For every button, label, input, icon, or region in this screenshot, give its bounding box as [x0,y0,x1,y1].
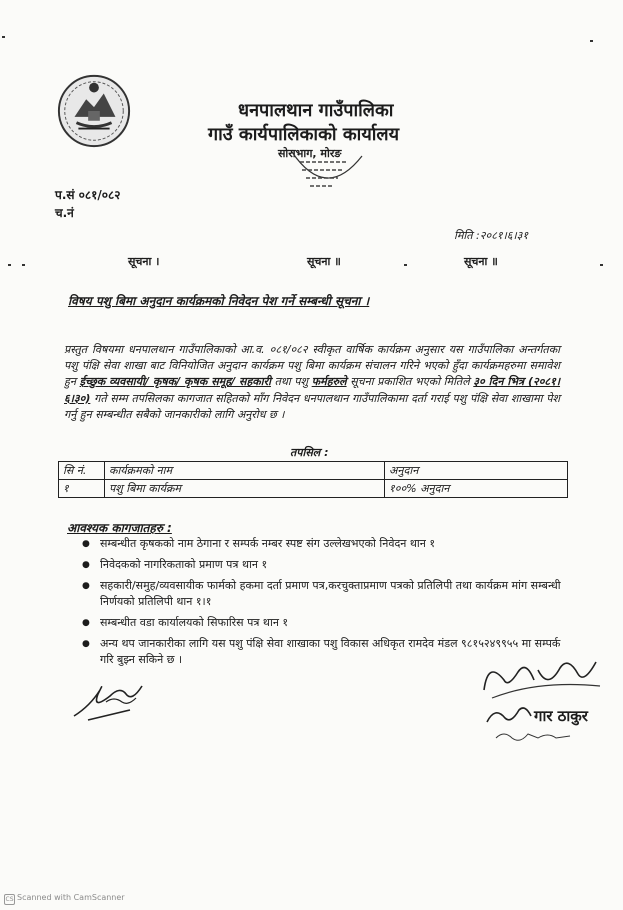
list-item: ● सम्बन्धीत कृषकको नाम ठेगाना र सम्पर्क नम्बर स्पष्ट संग उल्लेखभएको निवेदन थान १ [82,536,562,552]
table-cell: १ [59,480,105,498]
program-table [58,461,568,498]
signature-scribble-icon [494,728,574,744]
table-cell: १००% अनुदान [385,480,568,498]
reference-number: प.सं ०८१/०८२ [55,188,121,202]
list-item: ● अन्य थप जानकारीका लागि यस पशु पंक्षि सेवा शाखाका पशु विकास अधिकृत रामदेव मंडल ९८१५२४९९५५ मा सम्पर्क गरि बुझ्न सकिने छ । [82,636,562,668]
body-text-part: सूचना प्रकाशित भएको मितिले [350,375,470,389]
table-cell: पशु बिमा कार्यक्रम [105,480,385,498]
list-item: ● सहकारी/समुह/व्यवसायीक फार्मको हकमा दर्ता प्रमाण पत्र,करचुक्ताप्रमाण पत्रको प्रतिलिपी तथा कार्यक्रम मांग सम्बन्धी निर्णयको प्रतिलिपी थान १।१ [82,578,562,610]
list-item: ● निवेदकको नागरिकताको प्रमाण पत्र थान १ [82,557,562,573]
notice-label: सूचना ॥ [307,255,341,268]
scanner-text: Scanned with CamScanner [17,893,125,902]
letter-date: मिति :२०८१।६।३१ [454,229,529,242]
office-title: धनपालथान गाउँपालिका [238,100,394,121]
body-highlight: ३० दिन भित्र (२०८१।६।३०) [64,375,561,405]
office-stamp-icon [286,142,366,194]
body-highlight: ईच्छुक व्यवसायी/ कृषक/ कृषक समूह/ सहकारी [79,375,271,389]
requirements-heading: आवश्यक कागजातहरु : [67,521,172,535]
signatory-stamp-icon [483,702,533,726]
government-emblem-icon [55,72,133,150]
subject-line: विषय पशु बिमा अनुदान कार्यक्रमको निवेदन पेश गर्ने सम्बन्धी सूचना । [68,294,370,308]
body-text-part: गते सम्म तपसिलका कागजात सहितको माँग निवेदन धनपालथान गाउँपालिकामा दर्ता गराई पशु पंक्षि सेवा शाखामा पेश गर्नु हुन सम्बन्धीत सबैको जानकारीको लागि अनुरोध छ । [64,391,561,421]
signature-left-icon [70,676,160,722]
signatory-name: गार ठाकुर [534,707,588,725]
body-paragraph [64,342,560,423]
table-header-row [59,462,568,480]
dispatch-number: च.नं [55,206,74,220]
column-header: अनुदान [385,462,568,480]
body-text-part: प्रस्तुत विषयमा धनपालथान गाउँपालिकाको आ.व. ०८१/०८२ स्वीकृत वार्षिक कार्यक्रम अनुसार यस गाउँपालिका अन्तर्गतका पशु पंक्षि सेवा शाखा बाट विनियोजित अनुदान कार्यक्रम पशु बिमा कार्यक्रम संचालन गरिने भएको हुँदा कार्यक्रमहरुमा समावेश हुन [64,343,560,389]
details-heading: तपसिल : [290,446,329,459]
signature-right-icon [478,650,608,706]
body-highlight: फर्महरुले [311,375,347,389]
office-address: सोराभाग, मोरङ [278,147,342,160]
camscanner-logo-icon: CS [5,896,14,903]
column-header: सि नं. [59,462,105,480]
column-header: कार्यक्रमको नाम [105,462,385,480]
scanner-watermark [4,893,125,905]
list-item: ● सम्बन्धीत वडा कार्यालयको सिफारिस पत्र थान १ [82,615,562,631]
office-subtitle: गाउँ कार्यपालिकाको कार्यालय [208,124,400,145]
body-text-part: तथा पशु [274,375,309,389]
table-row [59,480,568,498]
notice-label: सूचना । [128,255,160,268]
notice-label: सूचना ॥ [464,255,498,268]
